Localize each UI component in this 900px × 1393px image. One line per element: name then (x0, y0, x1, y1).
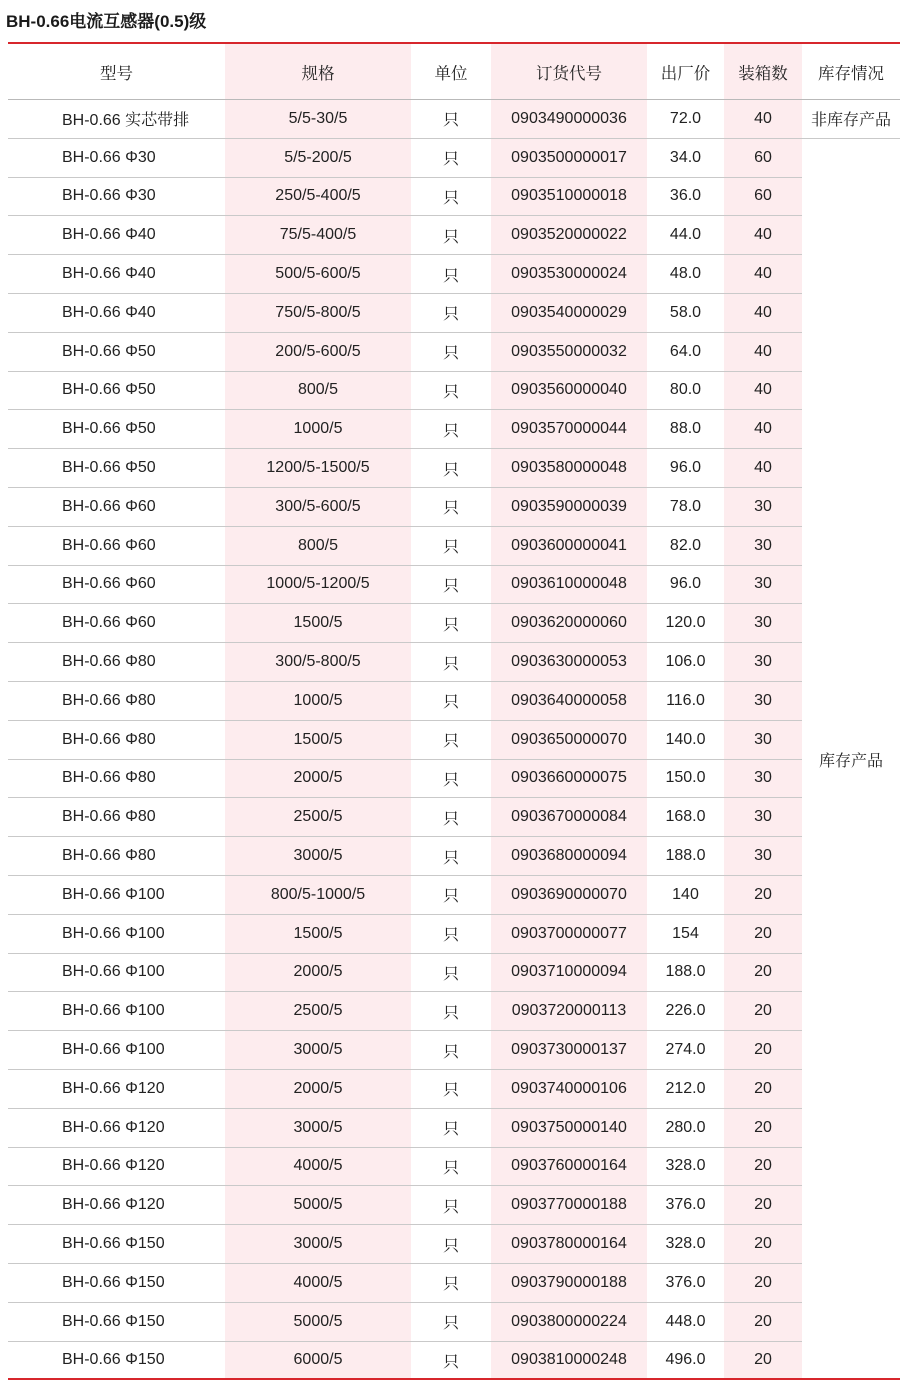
table-row (8, 1069, 900, 1108)
order-code-cell: 0903510000018 (491, 177, 647, 216)
unit-cell: 只 (411, 643, 491, 682)
spec-cell: 1500/5 (225, 604, 411, 643)
per-box-cell: 60 (724, 138, 802, 177)
order-code-cell: 0903740000106 (491, 1069, 647, 1108)
table-row (8, 1341, 900, 1379)
table-row (8, 1263, 900, 1302)
model-cell: BH-0.66 Φ80 (8, 837, 225, 876)
model-cell: BH-0.66 Φ40 (8, 293, 225, 332)
order-code-cell: 0903490000036 (491, 100, 647, 139)
price-cell: 140 (647, 875, 724, 914)
per-box-cell: 20 (724, 992, 802, 1031)
unit-cell: 只 (411, 1108, 491, 1147)
table-row (8, 992, 900, 1031)
price-cell: 106.0 (647, 643, 724, 682)
header-model: 型号 (8, 44, 225, 100)
spec-cell: 250/5-400/5 (225, 177, 411, 216)
spec-cell: 2500/5 (225, 798, 411, 837)
model-cell: BH-0.66 Φ100 (8, 875, 225, 914)
spec-cell: 3000/5 (225, 1108, 411, 1147)
model-cell: BH-0.66 Φ50 (8, 332, 225, 371)
per-box-cell: 60 (724, 177, 802, 216)
price-cell: 188.0 (647, 953, 724, 992)
per-box-cell: 40 (724, 449, 802, 488)
model-cell: BH-0.66 Φ30 (8, 177, 225, 216)
spec-cell: 1200/5-1500/5 (225, 449, 411, 488)
per-box-cell: 40 (724, 255, 802, 294)
model-cell: BH-0.66 Φ80 (8, 643, 225, 682)
per-box-cell: 20 (724, 875, 802, 914)
per-box-cell: 30 (724, 565, 802, 604)
spec-cell: 5000/5 (225, 1186, 411, 1225)
price-cell: 226.0 (647, 992, 724, 1031)
per-box-cell: 20 (724, 1108, 802, 1147)
table-body (8, 100, 900, 1380)
unit-cell: 只 (411, 255, 491, 294)
order-code-cell: 0903790000188 (491, 1263, 647, 1302)
order-code-cell: 0903770000188 (491, 1186, 647, 1225)
per-box-cell: 30 (724, 643, 802, 682)
spec-cell: 5000/5 (225, 1302, 411, 1341)
order-code-cell: 0903600000041 (491, 526, 647, 565)
table-row (8, 1186, 900, 1225)
model-cell: BH-0.66 实芯带排 (8, 100, 225, 139)
unit-cell: 只 (411, 604, 491, 643)
table-row (8, 953, 900, 992)
spec-cell: 300/5-800/5 (225, 643, 411, 682)
table-row (8, 875, 900, 914)
table-row (8, 798, 900, 837)
unit-cell: 只 (411, 487, 491, 526)
unit-cell: 只 (411, 720, 491, 759)
price-cell: 280.0 (647, 1108, 724, 1147)
per-box-cell: 20 (724, 1069, 802, 1108)
order-code-cell: 0903710000094 (491, 953, 647, 992)
model-cell: BH-0.66 Φ60 (8, 565, 225, 604)
per-box-cell: 20 (724, 1031, 802, 1070)
per-box-cell: 30 (724, 487, 802, 526)
table-row (8, 914, 900, 953)
model-cell: BH-0.66 Φ150 (62, 1351, 165, 1369)
model-cell: BH-0.66 Φ40 (8, 216, 225, 255)
header-per-box: 装箱数 (724, 44, 802, 100)
table-header-row (8, 44, 900, 100)
order-code-cell: 0903540000029 (491, 293, 647, 332)
price-cell: 376.0 (647, 1263, 724, 1302)
table-row (8, 720, 900, 759)
table-row (8, 565, 900, 604)
spec-cell: 1500/5 (225, 720, 411, 759)
price-cell: 34.0 (647, 138, 724, 177)
unit-cell: 只 (411, 449, 491, 488)
per-box-cell: 30 (724, 798, 802, 837)
spec-cell: 4000/5 (225, 1263, 411, 1302)
unit-cell: 只 (411, 681, 491, 720)
order-code-cell: 0903780000164 (491, 1225, 647, 1264)
spec-cell: 3000/5 (225, 1031, 411, 1070)
spec-cell: 75/5-400/5 (225, 216, 411, 255)
price-cell: 72.0 (647, 100, 724, 139)
model-cell: BH-0.66 Φ120 (8, 1147, 225, 1186)
table-row (8, 1302, 900, 1341)
stock-status-cell: 库存产品 (802, 138, 900, 1379)
price-cell: 448.0 (647, 1302, 724, 1341)
order-code-cell: 0903590000039 (491, 487, 647, 526)
unit-cell: 只 (411, 953, 491, 992)
order-code-cell: 0903550000032 (491, 332, 647, 371)
table-row (8, 681, 900, 720)
spec-cell: 1000/5 (225, 681, 411, 720)
unit-cell: 只 (411, 1263, 491, 1302)
model-cell: BH-0.66 Φ80 (8, 681, 225, 720)
table-row (8, 371, 900, 410)
price-cell: 48.0 (647, 255, 724, 294)
spec-cell: 300/5-600/5 (225, 487, 411, 526)
per-box-cell: 30 (724, 837, 802, 876)
model-cell: BH-0.66 Φ120 (8, 1069, 225, 1108)
price-cell: 140.0 (647, 720, 724, 759)
table-row (8, 138, 900, 177)
unit-cell: 只 (411, 293, 491, 332)
table-row (8, 216, 900, 255)
table-row (8, 604, 900, 643)
model-cell: BH-0.66 Φ120 (8, 1108, 225, 1147)
model-cell: BH-0.66 Φ100 (8, 953, 225, 992)
per-box-cell: 20 (724, 1302, 802, 1341)
per-box-cell: 30 (724, 681, 802, 720)
order-code-cell: 0903650000070 (491, 720, 647, 759)
price-cell: 44.0 (647, 216, 724, 255)
spec-cell: 800/5 (225, 371, 411, 410)
order-code-cell: 0903810000248 (491, 1341, 647, 1379)
unit-cell: 只 (411, 837, 491, 876)
unit-cell: 只 (411, 1031, 491, 1070)
per-box-cell: 40 (724, 100, 802, 139)
unit-cell: 只 (411, 526, 491, 565)
table-row (8, 1031, 900, 1070)
per-box-cell: 20 (724, 1186, 802, 1225)
spec-cell: 5/5-30/5 (225, 100, 411, 139)
order-code-cell: 0903800000224 (491, 1302, 647, 1341)
spec-cell: 3000/5 (225, 1225, 411, 1264)
header-stock: 库存情况 (802, 44, 900, 100)
per-box-cell: 20 (724, 1341, 802, 1379)
spec-cell: 6000/5 (225, 1341, 411, 1379)
order-code-cell: 0903720000113 (491, 992, 647, 1031)
page-title: BH-0.66电流互感器(0.5)级 (6, 12, 207, 31)
order-code-cell: 0903580000048 (491, 449, 647, 488)
price-cell: 496.0 (665, 1351, 706, 1369)
per-box-cell: 20 (724, 953, 802, 992)
model-cell: BH-0.66 Φ80 (8, 759, 225, 798)
unit-cell: 只 (411, 216, 491, 255)
table-row (8, 255, 900, 294)
price-cell: 188.0 (647, 837, 724, 876)
header-spec: 规格 (225, 44, 411, 100)
table-row (8, 1108, 900, 1147)
table-row (8, 177, 900, 216)
model-cell: BH-0.66 Φ30 (8, 138, 225, 177)
table-row (8, 1147, 900, 1186)
price-cell: 274.0 (647, 1031, 724, 1070)
order-code-cell: 0903500000017 (491, 138, 647, 177)
unit-cell: 只 (411, 1069, 491, 1108)
price-cell: 328.0 (647, 1147, 724, 1186)
per-box-cell: 40 (724, 293, 802, 332)
price-cell: 80.0 (647, 371, 724, 410)
stock-status-cell: 非库存产品 (802, 100, 900, 139)
spec-cell: 2000/5 (225, 759, 411, 798)
order-code-cell: 0903670000084 (491, 798, 647, 837)
spec-cell: 3000/5 (225, 837, 411, 876)
model-cell: BH-0.66 Φ50 (8, 371, 225, 410)
model-cell: BH-0.66 Φ100 (8, 992, 225, 1031)
unit-cell: 只 (411, 798, 491, 837)
spec-cell: 1000/5 (225, 410, 411, 449)
spec-cell: 800/5 (225, 526, 411, 565)
order-code-cell: 0903530000024 (491, 255, 647, 294)
price-table (8, 44, 900, 1379)
table-row (8, 1225, 900, 1264)
order-code-cell: 0903630000053 (491, 643, 647, 682)
order-code-cell: 0903570000044 (491, 410, 647, 449)
price-cell: 376.0 (647, 1186, 724, 1225)
per-box-cell: 40 (724, 371, 802, 410)
per-box-cell: 40 (724, 332, 802, 371)
spec-cell: 500/5-600/5 (225, 255, 411, 294)
unit-cell: 只 (411, 410, 491, 449)
spec-cell: 5/5-200/5 (225, 138, 411, 177)
spec-cell: 2500/5 (225, 992, 411, 1031)
unit-cell: 只 (411, 100, 491, 139)
per-box-cell: 20 (724, 914, 802, 953)
table-row (8, 332, 900, 371)
spec-cell: 2000/5 (225, 1069, 411, 1108)
per-box-cell: 30 (724, 759, 802, 798)
spec-cell: 2000/5 (225, 953, 411, 992)
per-box-cell: 30 (724, 720, 802, 759)
price-cell: 328.0 (647, 1225, 724, 1264)
model-cell: BH-0.66 Φ40 (8, 255, 225, 294)
unit-cell: 只 (411, 1302, 491, 1341)
unit-cell: 只 (411, 1225, 491, 1264)
table-row (8, 526, 900, 565)
order-code-cell: 0903520000022 (491, 216, 647, 255)
unit-cell: 只 (411, 138, 491, 177)
spec-cell: 1500/5 (225, 914, 411, 953)
spec-cell: 800/5-1000/5 (225, 875, 411, 914)
unit-cell: 只 (411, 759, 491, 798)
order-code-cell: 0903660000075 (491, 759, 647, 798)
model-cell: BH-0.66 Φ150 (8, 1263, 225, 1302)
order-code-cell: 0903610000048 (491, 565, 647, 604)
model-cell: BH-0.66 Φ60 (8, 526, 225, 565)
spec-cell: 200/5-600/5 (225, 332, 411, 371)
model-cell: BH-0.66 Φ80 (8, 798, 225, 837)
spec-cell: 1000/5-1200/5 (225, 565, 411, 604)
model-cell: BH-0.66 Φ50 (8, 449, 225, 488)
model-cell: BH-0.66 Φ50 (8, 410, 225, 449)
unit-cell: 只 (411, 371, 491, 410)
unit-cell: 只 (411, 992, 491, 1031)
table-row (8, 100, 900, 139)
per-box-cell: 20 (724, 1225, 802, 1264)
unit-cell: 只 (411, 875, 491, 914)
model-cell: BH-0.66 Φ150 (8, 1225, 225, 1264)
order-code-cell: 0903680000094 (491, 837, 647, 876)
unit-cell: 只 (411, 332, 491, 371)
spec-cell: 750/5-800/5 (225, 293, 411, 332)
spec-cell: 4000/5 (225, 1147, 411, 1186)
model-cell: BH-0.66 Φ80 (8, 720, 225, 759)
order-code-cell: 0903640000058 (491, 681, 647, 720)
table-row (8, 449, 900, 488)
order-code-cell: 0903760000164 (491, 1147, 647, 1186)
order-code-cell: 0903700000077 (491, 914, 647, 953)
table-row (8, 293, 900, 332)
price-cell: 64.0 (647, 332, 724, 371)
bottom-divider (8, 1378, 900, 1380)
order-code-cell: 0903560000040 (491, 371, 647, 410)
per-box-cell: 40 (724, 216, 802, 255)
model-cell: BH-0.66 Φ100 (8, 1031, 225, 1070)
price-cell: 96.0 (647, 565, 724, 604)
per-box-cell: 40 (724, 410, 802, 449)
unit-cell: 只 (411, 1186, 491, 1225)
price-cell: 150.0 (647, 759, 724, 798)
per-box-cell: 20 (724, 1147, 802, 1186)
price-cell: 212.0 (647, 1069, 724, 1108)
table-row (8, 759, 900, 798)
unit-cell: 只 (411, 565, 491, 604)
price-cell: 168.0 (647, 798, 724, 837)
unit-cell: 只 (442, 1353, 459, 1371)
price-cell: 82.0 (647, 526, 724, 565)
price-cell: 120.0 (647, 604, 724, 643)
unit-cell: 只 (411, 177, 491, 216)
price-cell: 78.0 (647, 487, 724, 526)
model-cell: BH-0.66 Φ60 (8, 604, 225, 643)
header-unit: 单位 (411, 44, 491, 100)
table-row (8, 487, 900, 526)
table-row (8, 410, 900, 449)
price-cell: 88.0 (647, 410, 724, 449)
model-cell: BH-0.66 Φ120 (8, 1186, 225, 1225)
model-cell: BH-0.66 Φ60 (8, 487, 225, 526)
per-box-cell: 30 (724, 604, 802, 643)
model-cell: BH-0.66 Φ150 (8, 1302, 225, 1341)
unit-cell: 只 (411, 914, 491, 953)
price-cell: 154 (647, 914, 724, 953)
model-cell: BH-0.66 Φ100 (8, 914, 225, 953)
price-cell: 58.0 (647, 293, 724, 332)
price-cell: 116.0 (647, 681, 724, 720)
price-cell: 36.0 (647, 177, 724, 216)
per-box-cell: 20 (724, 1263, 802, 1302)
order-code-cell: 0903750000140 (491, 1108, 647, 1147)
header-price: 出厂价 (647, 44, 724, 100)
table-row (8, 643, 900, 682)
table-row (8, 837, 900, 876)
unit-cell: 只 (411, 1147, 491, 1186)
per-box-cell: 30 (724, 526, 802, 565)
header-order-code: 订货代号 (491, 44, 647, 100)
order-code-cell: 0903690000070 (491, 875, 647, 914)
order-code-cell: 0903620000060 (491, 604, 647, 643)
price-cell: 96.0 (647, 449, 724, 488)
order-code-cell: 0903730000137 (491, 1031, 647, 1070)
